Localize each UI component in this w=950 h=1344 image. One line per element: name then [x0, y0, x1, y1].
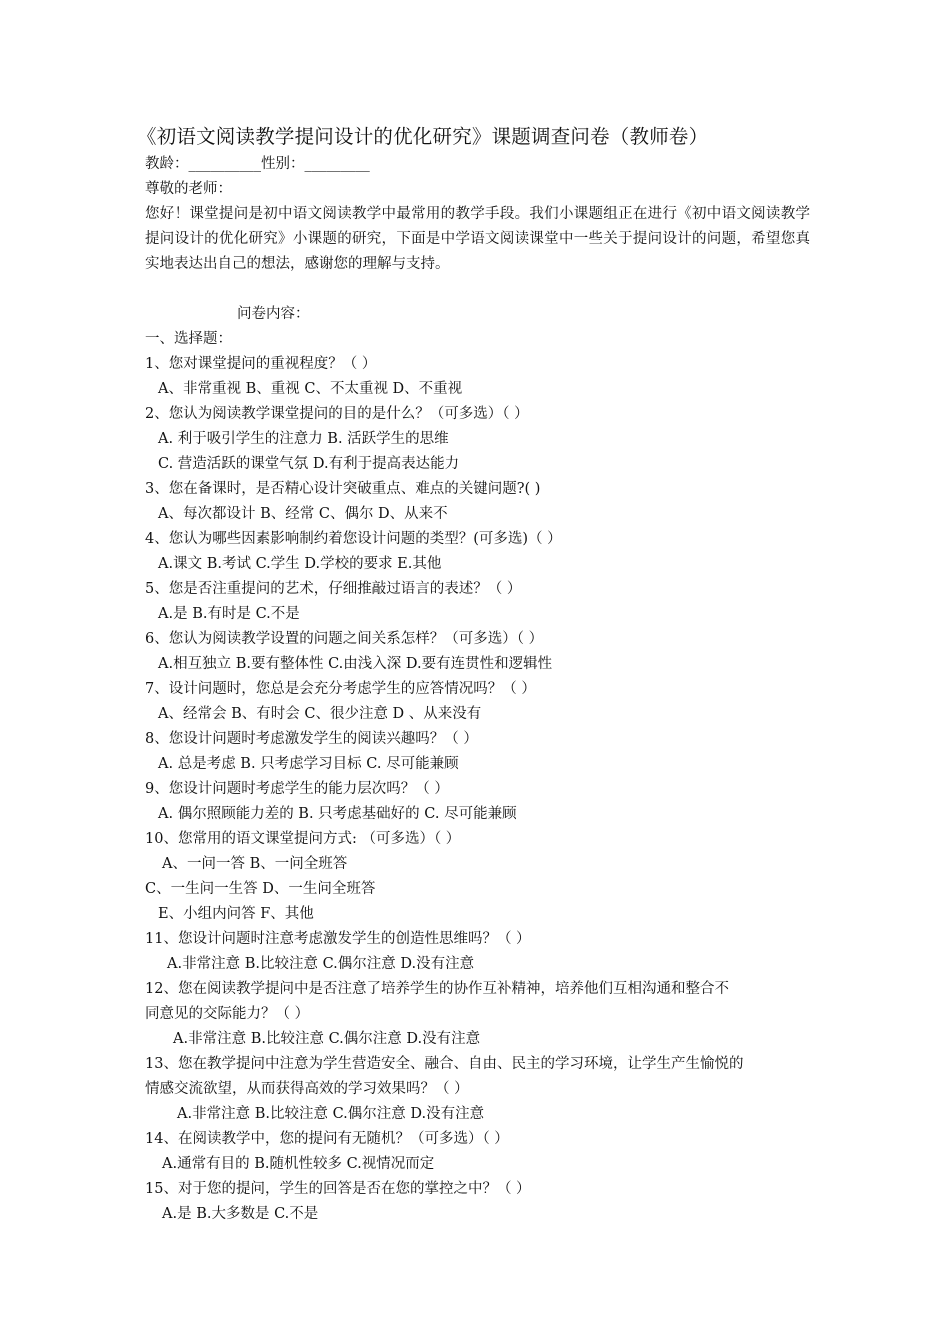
- question-options: A. 总是考虑 B. 只考虑学习目标 C. 尽可能兼顾: [158, 756, 459, 772]
- question-list: [145, 352, 810, 1227]
- question-options: A. 利于吸引学生的注意力 B. 活跃学生的思维: [158, 431, 449, 447]
- question-line: 13、您在教学提问中注意为学生营造安全、融合、自由、民主的学习环境，让学生产生愉悦的: [145, 1056, 744, 1072]
- question-line: 15、对于您的提问，学生的回答是否在您的掌控之中？（ ）: [145, 1181, 531, 1197]
- question-options: E、小组内问答 F、其他: [158, 906, 314, 922]
- question-options: A.是 B.有时是 C.不是: [158, 606, 300, 622]
- question-line: 同意见的交际能力？（ ）: [145, 1006, 310, 1022]
- question-line: 5、您是否注重提问的艺术，仔细推敲过语言的表述？（ ）: [145, 581, 522, 597]
- intro-paragraph: 您好！课堂提问是初中语文阅读教学中最常用的教学手段。我们小课题组正在进行《初中语文阅读教学提问设计的优化研究》小课题的研究，下面是中学语文阅读课堂中一些关于提问设计的问题，希望您真实地表达出自己的想法，感谢您的理解与支持。: [145, 206, 810, 272]
- question-options: A、一问一答 B、一问全班答: [162, 856, 348, 872]
- question-options: A、经常会 B、有时会 C、很少注意 D 、从来没有: [158, 706, 482, 722]
- question-line: 3、您在备课时，是否精心设计突破重点、难点的关键问题?( ): [145, 481, 541, 497]
- question-options: A、每次都设计 B、经常 C、偶尔 D、从来不: [158, 506, 448, 522]
- question-line: 情感交流欲望，从而获得高效的学习效果吗？（ ）: [145, 1081, 469, 1097]
- question-line: 10、您常用的语文课堂提问方式: （可多选）（ ）: [145, 831, 461, 847]
- info-line: 教龄：__________性别：_________: [145, 156, 370, 172]
- question-line: 9、您设计问题时考虑学生的能力层次吗？（ ）: [145, 781, 449, 797]
- question-line: 1、您对课堂提问的重视程度？（ ）: [145, 356, 377, 372]
- salutation: 尊敬的老师：: [145, 181, 232, 197]
- question-options: A、非常重视 B、重视 C、不太重视 D、不重视: [158, 381, 463, 397]
- question-options: A.非常注意 B.比较注意 C.偶尔注意 D.没有注意: [177, 1106, 485, 1122]
- spacer: [145, 277, 810, 302]
- question-line: C、一生问一生答 D、一生问全班答: [145, 881, 376, 897]
- question-line: 12、您在阅读教学提问中是否注意了培养学生的协作互补精神，培养他们互相沟通和整合不: [145, 981, 729, 997]
- question-line: 2、您认为阅读教学课堂提问的目的是什么？（可多选）（ ）: [145, 406, 529, 422]
- question-line: 11、您设计问题时注意考虑激发学生的创造性思维吗？（ ）: [145, 931, 531, 947]
- question-line: 7、设计问题时，您总是会充分考虑学生的应答情况吗？（ ）: [145, 681, 536, 697]
- question-options: A. 偶尔照顾能力差的 B. 只考虑基础好的 C. 尽可能兼顾: [158, 806, 517, 822]
- document-title: 《初语文阅读教学提问设计的优化研究》课题调查问卷（教师卷）: [137, 125, 709, 148]
- question-options: A.相互独立 B.要有整体性 C.由浅入深 D.要有连贯性和逻辑性: [158, 656, 553, 672]
- question-options: A.通常有目的 B.随机性较多 C.视情况而定: [162, 1156, 435, 1172]
- questionnaire-page: [137, 122, 810, 1227]
- question-options: A.非常注意 B.比较注意 C.偶尔注意 D.没有注意: [167, 956, 475, 972]
- question-line: 14、在阅读教学中，您的提问有无随机？（可多选）（ ）: [145, 1131, 509, 1147]
- section-heading: 问卷内容：: [237, 306, 310, 322]
- question-options: A.课文 B.考试 C.学生 D.学校的要求 E.其他: [158, 556, 442, 572]
- question-line: 8、您设计问题时考虑激发学生的阅读兴趣吗？（ ）: [145, 731, 478, 747]
- question-line: 6、您认为阅读教学设置的问题之间关系怎样？（可多选）（ ）: [145, 631, 544, 647]
- question-options: A.非常注意 B.比较注意 C.偶尔注意 D.没有注意: [173, 1031, 481, 1047]
- question-line: 4、您认为哪些因素影响制约着您设计问题的类型？(可多选)（ ）: [145, 531, 562, 547]
- part-heading: 一、选择题：: [145, 331, 232, 347]
- question-options: A.是 B.大多数是 C.不是: [162, 1206, 319, 1222]
- question-options: C. 营造活跃的课堂气氛 D.有利于提高表达能力: [158, 456, 460, 472]
